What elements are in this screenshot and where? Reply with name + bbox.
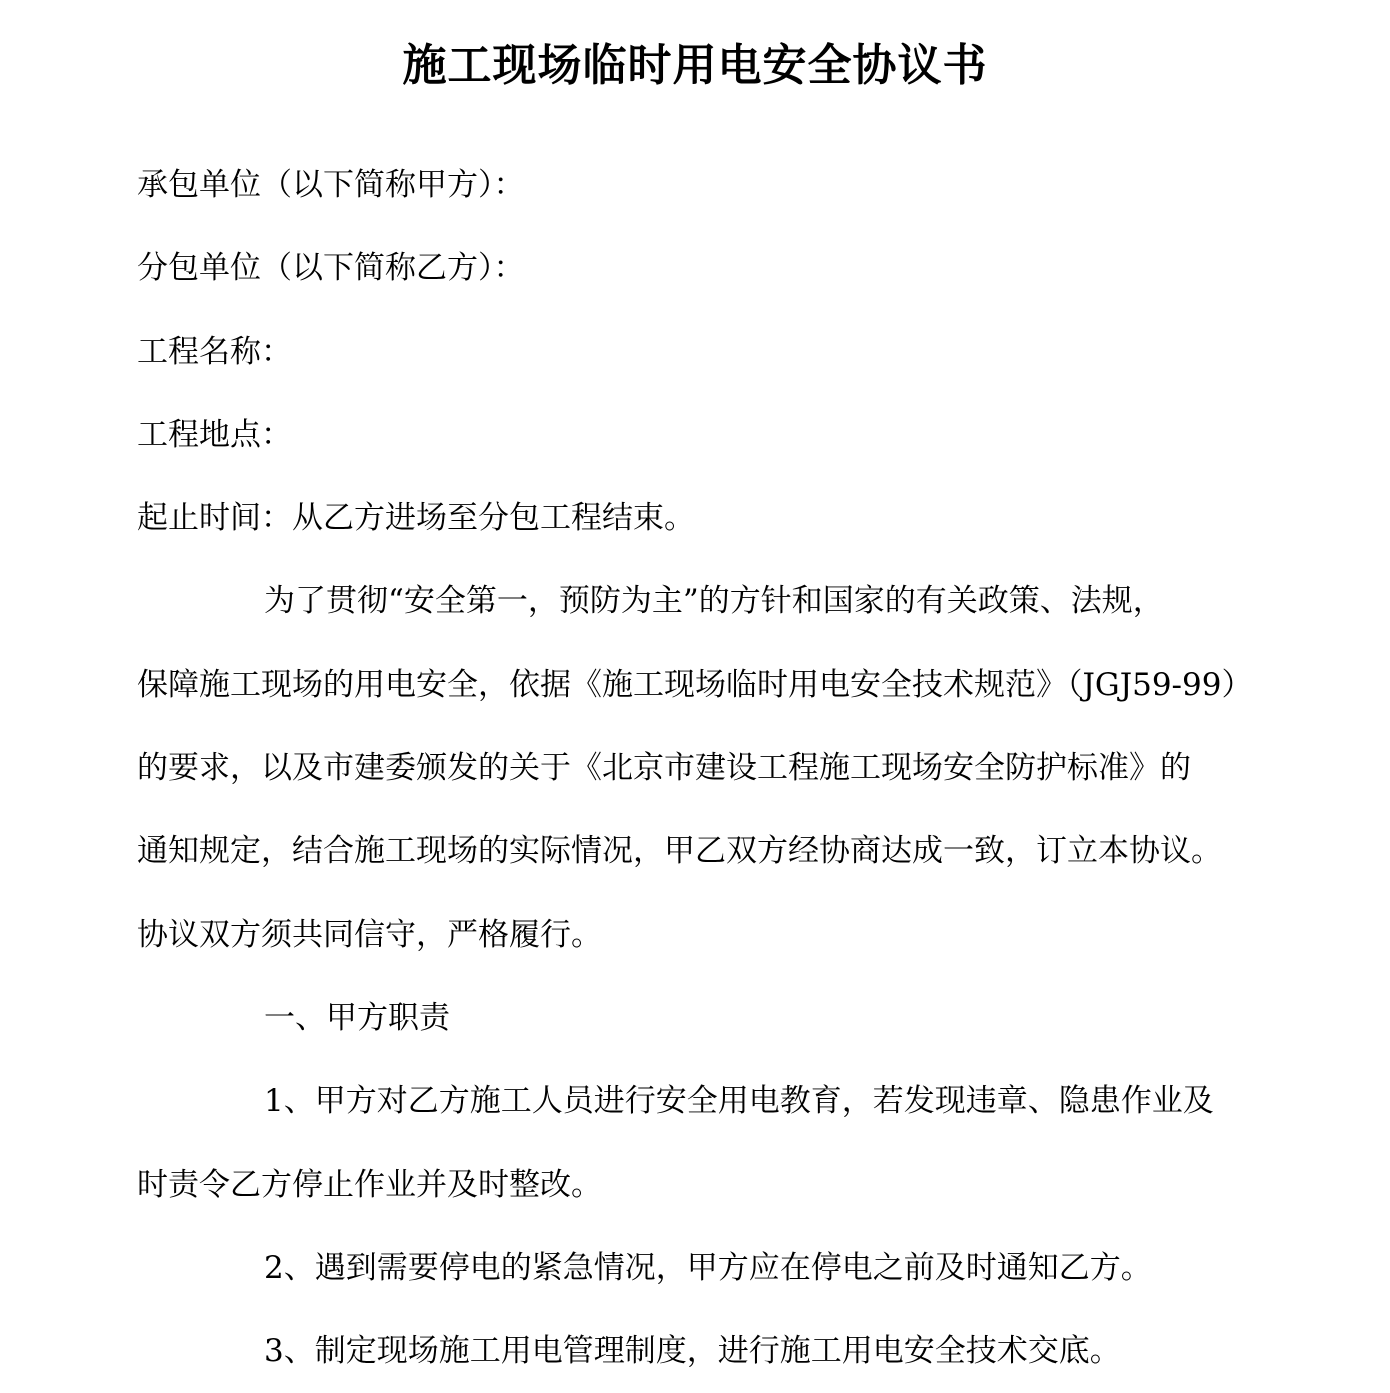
clause-1-line-2: 时责令乙方停止作业并及时整改。 — [137, 1166, 602, 1203]
field-period: 起止时间：从乙方进场至分包工程结束。 — [137, 500, 695, 537]
preamble-line: 为了贯彻“安全第一，预防为主”的方针和国家的有关政策、法规， — [264, 583, 1164, 620]
section-heading: 一、甲方职责 — [264, 999, 450, 1036]
document-body — [137, 144, 1253, 1393]
clause-3: 3、制定现场施工用电管理制度，进行施工用电安全技术交底。 — [264, 1333, 1121, 1370]
field-subcontractor: 分包单位（以下简称乙方）： — [137, 250, 525, 287]
preamble-line: 保障施工现场的用电安全，依据《施工现场临时用电安全技术规范》（JGJ59-99） — [137, 666, 1253, 703]
clause-2: 2、遇到需要停电的紧急情况，甲方应在停电之前及时通知乙方。 — [264, 1249, 1152, 1286]
preamble-line: 协议双方须共同信守，严格履行。 — [137, 916, 602, 953]
field-project-name: 工程名称： — [137, 333, 292, 370]
field-project-location: 工程地点： — [137, 416, 292, 453]
clause-1-line-1: 1、甲方对乙方施工人员进行安全用电教育，若发现违章、隐患作业及 — [264, 1083, 1214, 1120]
preamble-line: 的要求，以及市建委颁发的关于《北京市建设工程施工现场安全防护标准》的 — [137, 750, 1191, 787]
document-title: 施工现场临时用电安全协议书 — [402, 40, 988, 91]
field-contractor: 承包单位（以下简称甲方）： — [137, 167, 525, 203]
preamble-line: 通知规定，结合施工现场的实际情况，甲乙双方经协商达成一致，订立本协议。 — [137, 833, 1222, 870]
